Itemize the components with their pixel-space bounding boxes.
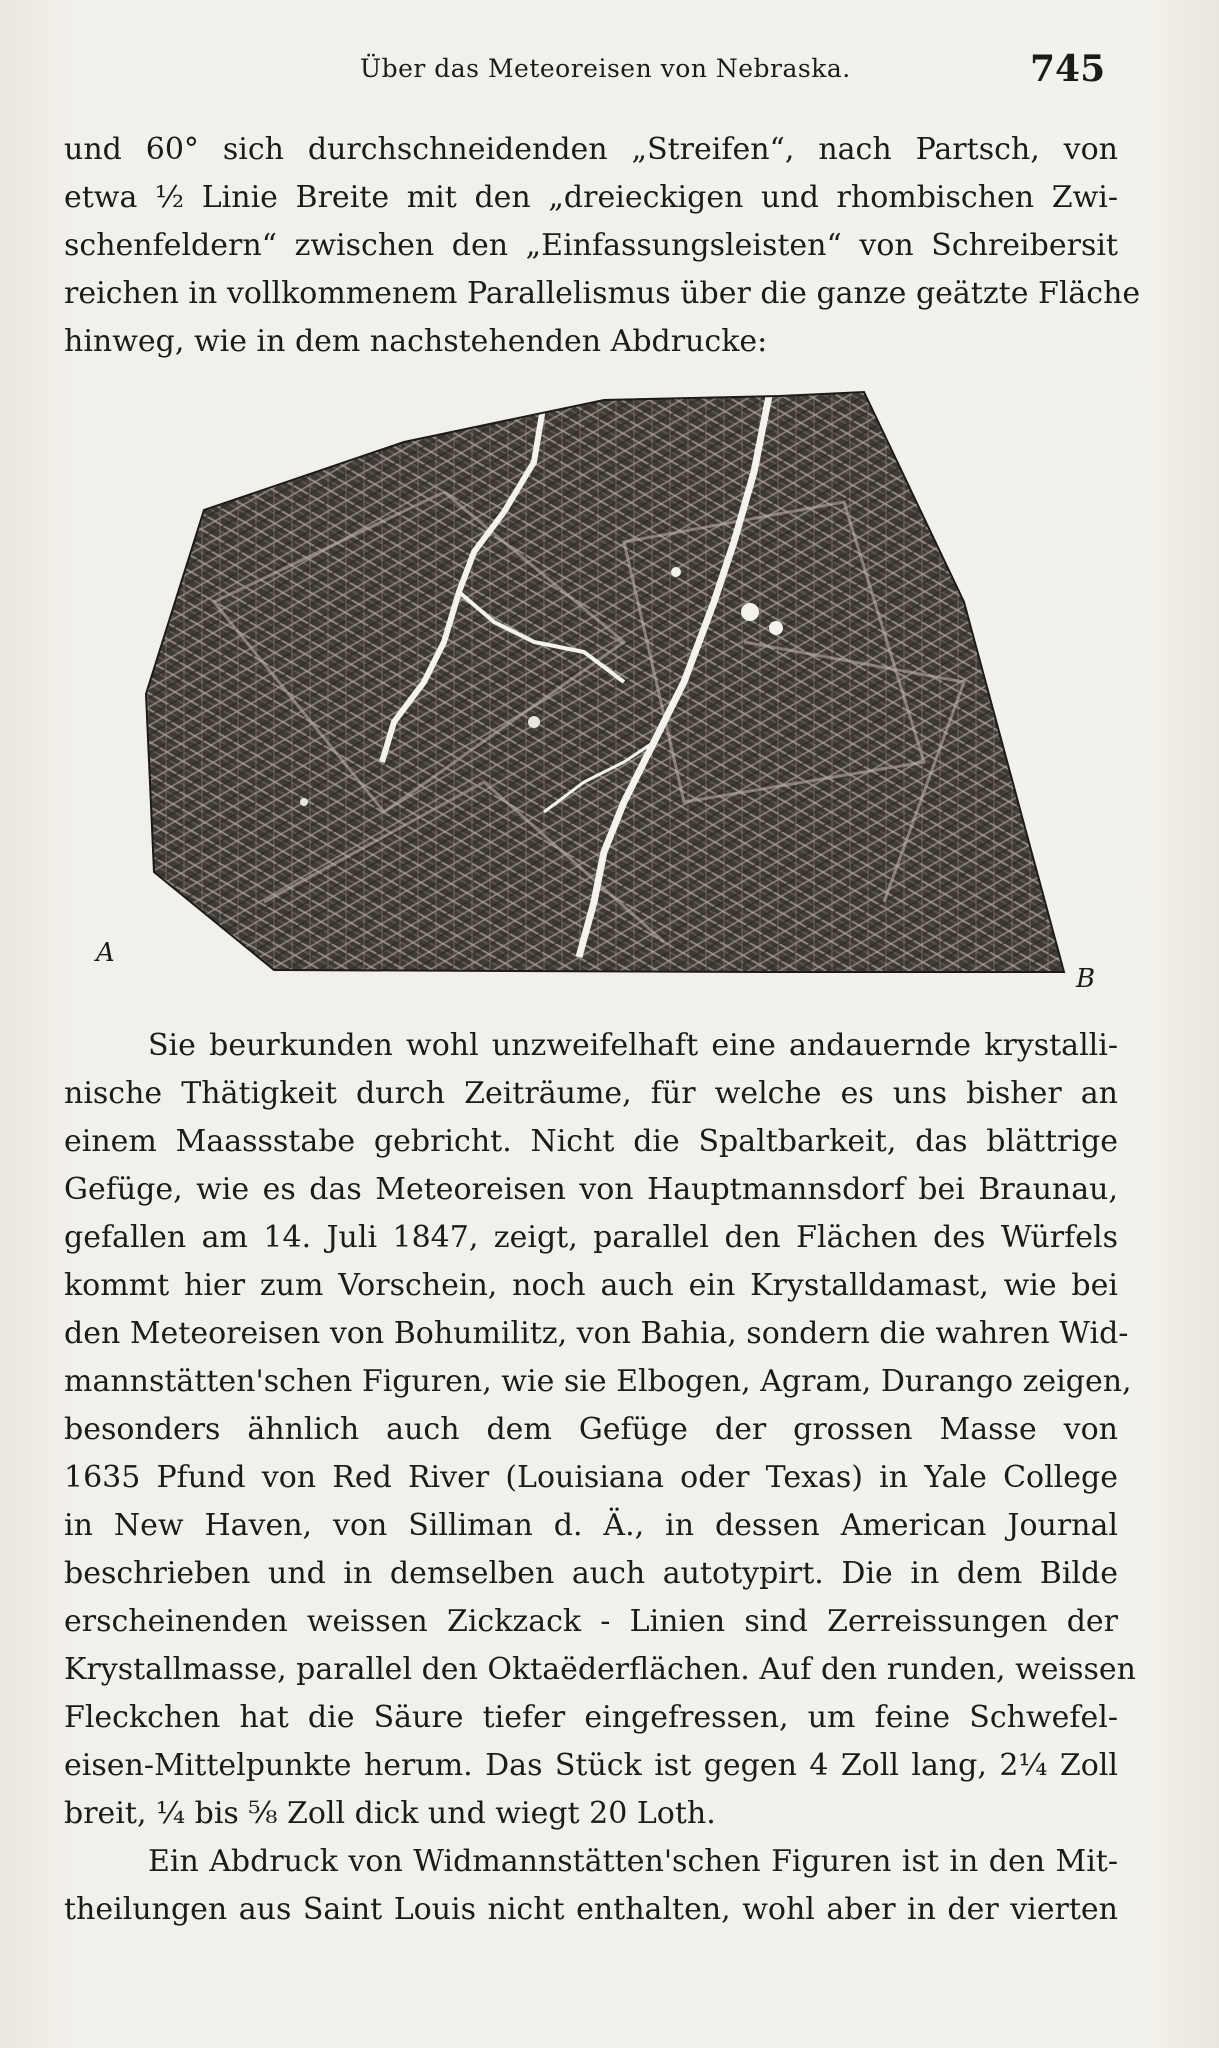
meteorite-etching-figure — [64, 382, 1118, 1002]
text-line: mannstätten'schen Figuren, wie sie Elbogen, Agram, Durango zeigen, — [64, 1364, 1132, 1399]
paragraph-2 — [64, 1022, 1136, 1838]
text-line: erscheinenden weissen Zickzack - Linien sind Zerreissungen der — [64, 1604, 1118, 1639]
figure-label-a: A — [96, 938, 115, 968]
text-line: theilungen aus Saint Louis nicht enthalten, wohl aber in der vierten — [64, 1892, 1118, 1927]
text-line: breit, ¼ bis ⅝ Zoll dick und wiegt 20 Loth. — [64, 1796, 716, 1831]
text-line: hinweg, wie in dem nachstehenden Abdrucke: — [64, 324, 768, 359]
text-line: etwa ½ Linie Breite mit den „dreieckigen und rhombischen Zwi- — [64, 180, 1118, 215]
text-line: und 60° sich durchschneidenden „Streifen“, nach Partsch, von — [64, 132, 1118, 167]
figure-label-b: B — [1076, 964, 1096, 994]
paragraph-1 — [64, 126, 1141, 366]
text-line: 1635 Pfund von Red River (Louisiana oder Texas) in Yale College — [64, 1460, 1118, 1495]
text-line: eisen-Mittelpunkte herum. Das Stück ist gegen 4 Zoll lang, 2¼ Zoll — [64, 1748, 1118, 1783]
text-line: gefallen am 14. Juli 1847, zeigt, parallel den Flächen des Würfels — [64, 1220, 1118, 1255]
text-line: reichen in vollkommenem Parallelismus über die ganze geätzte Fläche — [64, 276, 1141, 311]
text-line: nische Thätigkeit durch Zeiträume, für welche es uns bisher an — [64, 1076, 1118, 1111]
meteorite-etching-image — [64, 382, 1118, 1002]
page-number: 745 — [1030, 48, 1106, 90]
text-line: einem Maassstabe gebricht. Nicht die Spaltbarkeit, das blättrige — [64, 1124, 1118, 1159]
text-line: Krystallmasse, parallel den Oktaëderflächen. Auf den runden, weissen — [64, 1652, 1136, 1687]
text-line: schenfeldern“ zwischen den „Einfassungsleisten“ von Schreibersit — [64, 228, 1118, 263]
text-line: in New Haven, von Silliman d. Ä., in dessen American Journal — [64, 1508, 1118, 1543]
running-head — [0, 48, 1219, 98]
text-line: beschrieben und in demselben auch autotypirt. Die in dem Bilde — [64, 1556, 1118, 1591]
text-line: besonders ähnlich auch dem Gefüge der grossen Masse von — [64, 1412, 1118, 1447]
text-line: Fleckchen hat die Säure tiefer eingefressen, um feine Schwefel- — [64, 1700, 1118, 1735]
text-line: den Meteoreisen von Bohumilitz, von Bahia, sondern die wahren Wid- — [64, 1316, 1129, 1351]
text-line: kommt hier zum Vorschein, noch auch ein Krystalldamast, wie bei — [64, 1268, 1118, 1303]
running-title: Über das Meteoreisen von Nebraska. — [360, 54, 851, 83]
text-line: Sie beurkunden wohl unzweifelhaft eine andauernde krystalli- — [148, 1028, 1118, 1063]
text-line: Ein Abdruck von Widmannstätten'schen Figuren ist in den Mit- — [148, 1844, 1118, 1879]
paragraph-3 — [64, 1838, 1118, 1934]
text-line: Gefüge, wie es das Meteoreisen von Hauptmannsdorf bei Braunau, — [64, 1172, 1118, 1207]
